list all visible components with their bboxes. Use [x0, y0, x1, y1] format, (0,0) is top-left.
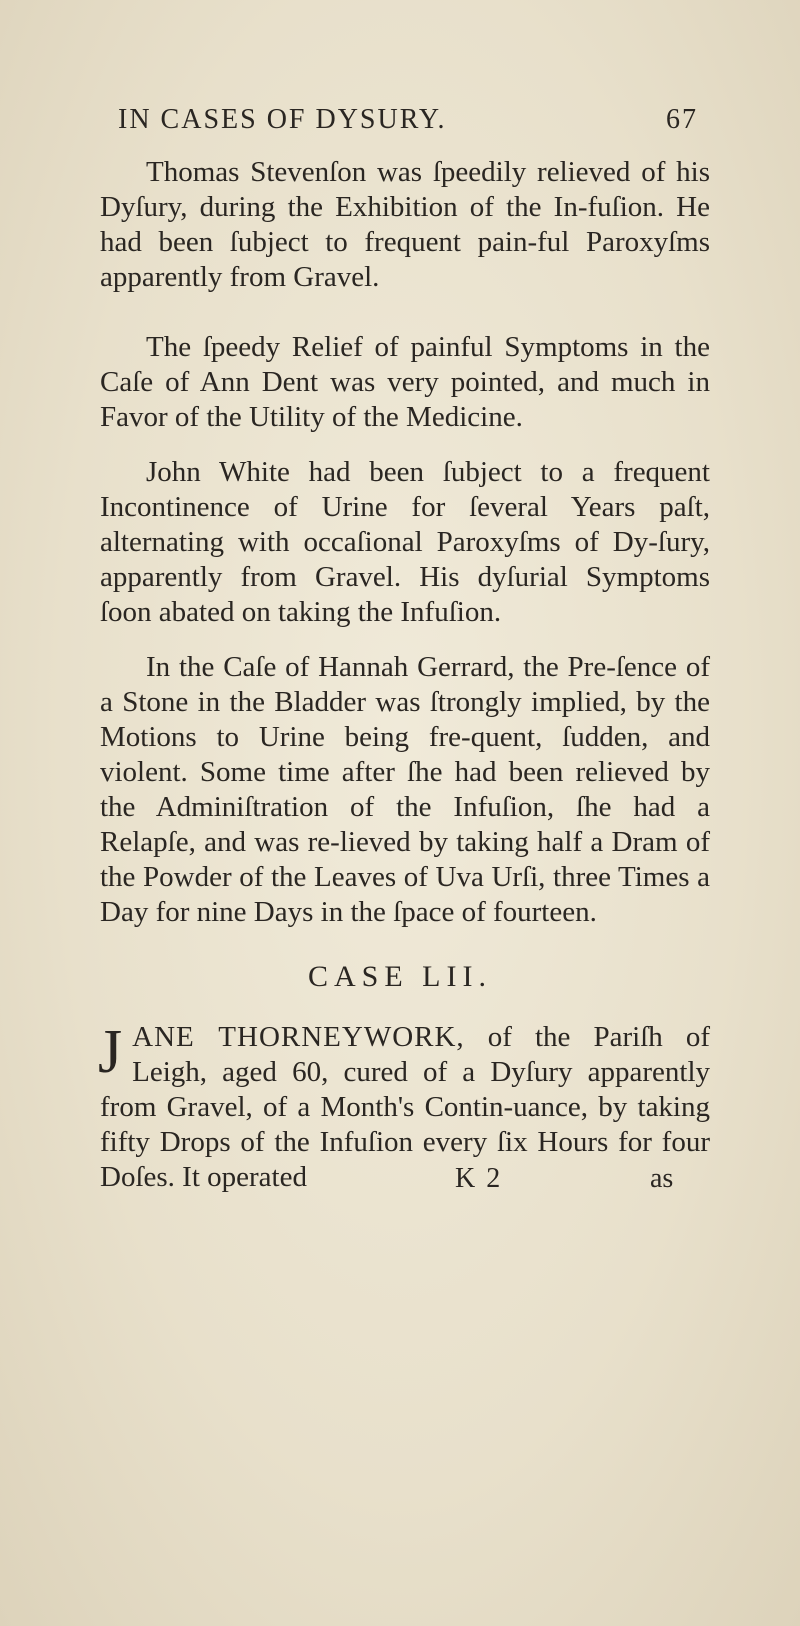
catchword: as: [650, 1163, 674, 1194]
case-text: of the Pariſh of Leigh, aged 60, cured of a Dyſury apparently from Gravel, of a Month's Contin-uance, by taking fifty Drops of the Infuſion every ſix Hours for four Doſes. It operated: [100, 1021, 710, 1193]
paragraph-dent: The ſpeedy Relief of painful Symptoms in the Caſe of Ann Dent was very pointed, and much in Favor of the Utility of the Medicine.: [100, 331, 710, 433]
case-heading: CASE LII.: [308, 960, 492, 993]
paragraph-white: John White had been ſubject to a frequent Incontinence of Urine for ſeveral Years paſt, alternating with occaſional Paroxyſms of Dy-ſury, apparently from Gravel. His dyſurial Symptoms ſoon abated on taking the Infuſion.: [100, 456, 710, 628]
paragraph-stevenson: Thomas Stevenſon was ſpeedily relieved of his Dyſury, during the Exhibition of the In-fuſion. He had been ſubject to frequent pain-ful Paroxyſms apparently from Gravel.: [100, 156, 710, 293]
signature-mark: K 2: [455, 1163, 503, 1194]
paragraph-thorneywork: [100, 1020, 710, 1195]
case-lead-in: ANE THORNEYWORK,: [132, 1021, 465, 1053]
paragraph-gerrard: In the Caſe of Hannah Gerrard, the Pre-ſence of a Stone in the Bladder was ſtrongly implied, by the Motions to Urine being fre-quent, ſudden, and violent. Some time after ſhe had been relieved by the Adminiſtration of the Infuſion, ſhe had a Relapſe, and was re-lieved by taking half a Dram of the Powder of the Leaves of Uva Urſi, three Times a Day for nine Days in the ſpace of fourteen.: [100, 651, 710, 928]
page-number: 67: [666, 104, 698, 135]
running-head: IN CASES OF DYSURY.: [118, 104, 447, 135]
drop-cap: J: [98, 1018, 123, 1086]
